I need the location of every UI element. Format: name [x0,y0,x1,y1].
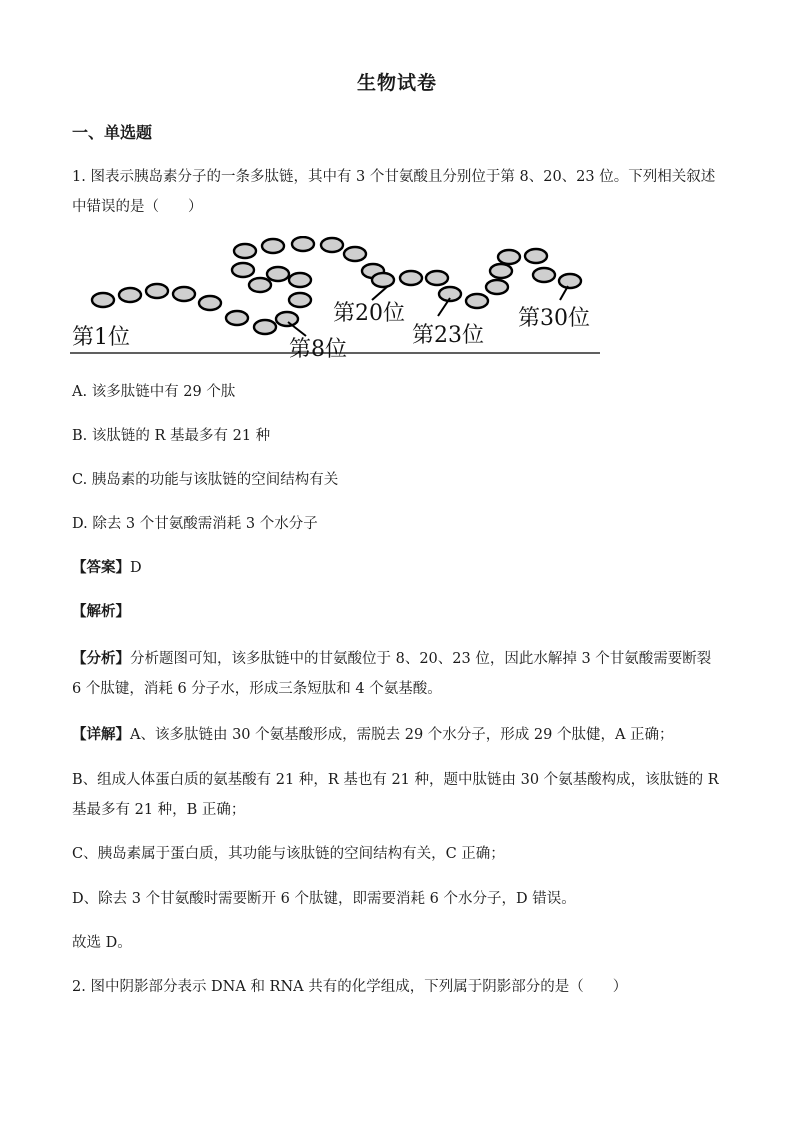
answer-line [72,553,724,583]
leader-line-pos8 [288,322,306,336]
label-pos23: 第23位 [412,323,484,348]
detail-d-paragraph: D、除去 3 个甘氨酸时需要断开 6 个肽键，即需要消耗 6 个水分子，D 错误。 [72,891,576,907]
analysis-tag [72,597,724,627]
amino-acid-bead [400,271,422,285]
detail-c-paragraph: C、胰岛素属于蛋白质，其功能与该肽链的空间结构有关，C 正确； [72,846,505,862]
amino-acid-bead [533,268,555,282]
amino-acid-bead [292,237,314,251]
answer-tag: 【答案】 [72,559,130,576]
label-pos20: 第20位 [333,301,405,326]
amino-acid-bead [372,273,394,287]
answer-value: D [130,560,142,576]
question-2-stem: 2. 图中阴影部分表示 DNA 和 RNA 共有的化学组成，下列属于阴影部分的是（ ） [72,979,628,995]
amino-acid-bead [559,274,581,288]
page-title: 生物试卷 [356,72,437,94]
fenxi-paragraph [72,644,724,704]
amino-acid-bead [525,249,547,263]
amino-acid-bead [226,311,248,325]
section-heading: 一、单选题 [72,123,153,142]
option-b: B. 该肽链的 R 基最多有 21 种 [72,428,271,444]
amino-acid-bead [234,244,256,258]
amino-acid-bead [289,273,311,287]
analysis-tag-text: 【解析】 [72,603,130,620]
question-1-stem: 1. 图表示胰岛素分子的一条多肽链，其中有 3 个甘氨酸且分别位于第 8、20、23 位。下列相关叙述中错误的是（ ） [72,169,716,215]
conclusion: 故选 D。 [72,935,132,951]
option-d: D. 除去 3 个甘氨酸需消耗 3 个水分子 [72,516,318,532]
amino-acid-bead [199,296,221,310]
amino-acid-bead [344,247,366,261]
amino-acid-bead [426,271,448,285]
amino-acid-bead [486,280,508,294]
amino-acid-bead [289,293,311,307]
polypeptide-chain-figure [70,236,600,364]
amino-acid-bead [146,284,168,298]
amino-acid-bead [232,263,254,277]
amino-acid-bead [490,264,512,278]
amino-acid-bead [466,294,488,308]
amino-acid-bead [262,239,284,253]
leader-line-pos20 [372,286,388,300]
amino-acid-bead [498,250,520,264]
option-c: C. 胰岛素的功能与该肽链的空间结构有关 [72,472,339,488]
amino-acid-bead [267,267,289,281]
amino-acid-bead [321,238,343,252]
amino-acid-bead [254,320,276,334]
fenxi-text: 分析题图可知，该多肽链中的甘氨酸位于 8、20、23 位，因此水解掉 3 个甘氨酸需要断裂 6 个肽键，消耗 6 分子水，形成三条短肽和 4 个氨基酸。 [72,651,712,697]
detail-b-paragraph: B、组成人体蛋白质的氨基酸有 21 种，R 基也有 21 种，题中肽链由 30 个氨基酸构成，该肽链的 R 基最多有 21 种，B 正确； [72,772,719,818]
amino-acid-bead [119,288,141,302]
amino-acid-bead [249,278,271,292]
amino-acid-bead [92,293,114,307]
option-a: A. 该多肽链中有 29 个肽 [72,384,236,400]
xiangjie-text: A、该多肽链由 30 个氨基酸形成，需脱去 29 个水分子，形成 29 个肽健，A 正确； [130,727,674,743]
detail-a-paragraph [72,720,724,750]
label-pos8: 第8位 [289,337,347,362]
fenxi-tag: 【分析】 [72,650,130,667]
amino-acid-bead [276,312,298,326]
label-pos1: 第1位 [72,325,130,350]
xiangjie-tag: 【详解】 [72,726,130,743]
amino-acid-bead [173,287,195,301]
label-pos30: 第30位 [518,306,590,331]
